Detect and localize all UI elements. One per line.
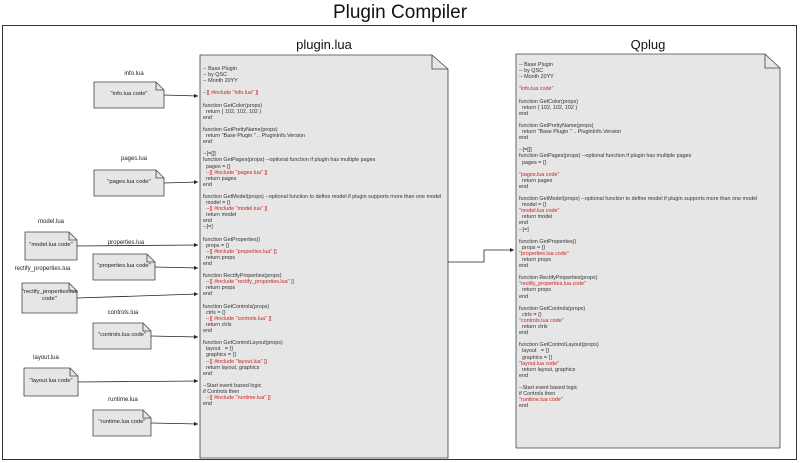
diagram-title: Plugin Compiler (332, 2, 468, 23)
controls-file-label: controls.lua (107, 310, 139, 316)
main-doc-line: --[[ #include "pages.lua" ]] (203, 169, 268, 176)
out-doc-line: if Controls then (519, 391, 556, 398)
main-doc-line: --[[ #include "properties.lua" ]] (203, 248, 277, 255)
qplug-title: Qplug (630, 37, 666, 52)
pages-file-code: "pages.lua code" (107, 179, 151, 185)
out-doc-line: layout = {} (519, 348, 550, 355)
plugin-lua-title: plugin.lua (296, 37, 352, 52)
info-file-label: info.lua (124, 71, 144, 77)
main-doc-line: -- by QSC (203, 72, 227, 79)
out-doc-line: end (519, 110, 528, 117)
out-doc-line: function GetControlLayout(props) (519, 342, 599, 349)
main-doc-line: function RectifyProperties(props) (203, 273, 282, 280)
main-doc-line: --[=[]] (203, 151, 216, 158)
out-doc-line: return "Base Plugin " .. PluginInfo.Version (519, 129, 622, 136)
out-doc-line: end (519, 220, 528, 227)
out-doc-line: --[=[]] (519, 147, 532, 154)
out-doc-line: "info.lua code" (519, 86, 554, 93)
out-doc-line: -- by QSC (519, 68, 543, 75)
out-doc-line: function RectifyProperties(props) (519, 275, 598, 282)
out-doc-line: return { 102, 102, 102 } (519, 104, 578, 111)
qplug-code (519, 62, 757, 409)
main-doc-line: return props (203, 285, 236, 292)
main-doc-line: end (203, 261, 212, 267)
out-doc-line: end (519, 135, 528, 142)
out-doc-line: return ctrls (519, 324, 548, 331)
out-doc-line: -- Month 20YY (519, 74, 554, 81)
out-doc-line: return props (519, 287, 552, 294)
info-wire (164, 95, 198, 96)
out-doc-line: end (519, 330, 528, 337)
out-doc-line: "layout.lua code" (519, 360, 560, 367)
main-doc-line: pages = {} (203, 163, 231, 170)
out-doc-line: return props (519, 257, 552, 263)
out-doc-line: "properties.lua code" (519, 250, 569, 257)
main-doc-line: function GetPages(props) --optional function if plugin has multiple pages (203, 157, 376, 164)
main-doc-line: end (203, 181, 212, 188)
main-doc-line: end (203, 401, 212, 408)
out-doc-line: --Start event based logic (519, 384, 578, 391)
out-doc-line: ctrls = {} (519, 311, 542, 318)
main-doc-line: end (203, 370, 212, 377)
out-doc-line: function GetControls(props) (519, 305, 586, 312)
layout-wire (78, 381, 198, 382)
main-doc-line: return { 102, 102, 102 } (203, 108, 262, 115)
main-doc-line: --Start event based logic (203, 382, 262, 389)
main-doc-line: model = {} (203, 200, 231, 207)
model-file-label: model.lua (37, 219, 64, 225)
main-doc-line: return layout, graphics (203, 364, 260, 371)
controls-wire (151, 336, 198, 337)
main-doc-line: ctrls = {} (203, 309, 226, 316)
out-doc-line: --]=] (519, 226, 529, 233)
out-doc-line: "controls.lua code" (519, 317, 564, 324)
main-doc-line: props = {} (203, 242, 230, 249)
main-doc-line: return model (203, 212, 237, 219)
properties-wire (155, 267, 198, 268)
main-doc-line: end (203, 328, 212, 335)
main-doc-line: --[[ #include "controls.lua" ]] (203, 315, 272, 322)
layout-file-label: layout.lua (33, 355, 59, 361)
main-doc-line: --[[ #include "rectify_properties.lua" ]] (203, 279, 295, 286)
out-doc-line: function GetProperties() (519, 238, 577, 245)
main-doc-line: return props (203, 254, 236, 261)
out-doc-line: end (519, 263, 528, 270)
pages-wire (164, 182, 198, 183)
compile-arrow (448, 250, 514, 262)
runtime-file-code: "runtime.lua code" (98, 419, 146, 425)
main-doc-line: function GetPrettyName(props) (203, 126, 278, 133)
main-doc-line: return pages (203, 175, 237, 182)
controls-file-code: "controls.lua code" (98, 332, 146, 338)
info-file-code: "info.lua code" (110, 91, 148, 97)
out-doc-line: "model.lua code" (519, 208, 560, 215)
main-doc-line: --[[ #include "layout.lua" ]] (203, 358, 268, 365)
out-doc-line: graphics = {} (519, 354, 553, 361)
main-doc-line: --]=] (203, 224, 213, 231)
out-doc-line: function GetColor(props) (519, 98, 579, 105)
out-doc-line: props = {} (519, 244, 546, 251)
main-doc-line: if Controls then (203, 388, 240, 395)
out-doc-line: end (519, 293, 528, 300)
main-doc-line: graphics = {} (203, 352, 237, 359)
main-doc-line: --[[ #include "runtime.lua" ]] (203, 395, 271, 402)
main-doc-line: function GetProperties() (203, 236, 261, 243)
pages-file-label: pages.lua (120, 156, 148, 162)
main-doc-line: layout = {} (203, 346, 234, 353)
main-doc-line: return ctrls (203, 321, 232, 328)
out-doc-line: -- Base Plugin (519, 62, 553, 68)
main-doc-line: function GetControlLayout(props) (203, 340, 283, 347)
out-doc-line: model = {} (519, 202, 547, 209)
runtime-wire (151, 423, 198, 424)
main-doc-line: --[[ #include "info.lua" ]] (203, 90, 259, 97)
main-doc-line: -- Base Plugin (203, 66, 237, 72)
runtime-file-label: runtime.lua (108, 397, 138, 403)
main-doc-line: function GetModel(props) --optional function to define model if plugin supports more than one model (203, 193, 442, 200)
out-doc-line: "pages.lua code" (519, 171, 560, 178)
out-doc-line: function GetModel(props) --optional function to define model if plugin supports more than one model (519, 196, 758, 203)
layout-file-code: "layout.lua code" (29, 378, 73, 384)
rectify-file-code: "rectify_properties.lua code" (22, 289, 78, 302)
main-doc-line: end (203, 139, 212, 146)
main-doc-line: end (203, 291, 212, 298)
rectify-file-label: rectify_properties.lua (14, 266, 71, 272)
out-doc-line: function GetPages(props) --optional function if plugin has multiple pages (519, 153, 692, 160)
out-doc-line: end (519, 372, 528, 379)
properties-file-code: "properties.lua code" (97, 263, 151, 269)
out-doc-line: end (519, 183, 528, 190)
main-doc-line: end (203, 114, 212, 121)
plugin-lua-code (203, 66, 441, 407)
out-doc-line: pages = {} (519, 159, 547, 166)
main-doc-line: function GetColor(props) (203, 102, 263, 109)
rectify-wire (77, 294, 198, 298)
main-doc-line: --[[ #include "model.lua" ]] (203, 206, 268, 213)
out-doc-line: end (519, 403, 528, 410)
out-doc-line: return pages (519, 177, 553, 184)
model-file-code: "model.lua code" (29, 242, 73, 248)
out-doc-line: return model (519, 214, 553, 221)
main-doc-line: function GetControls(props) (203, 303, 270, 310)
out-doc-line: "rectify_properties.lua code" (519, 281, 587, 288)
out-doc-line: return layout, graphics (519, 366, 576, 373)
out-doc-line: "runtime.lua code" (519, 397, 563, 404)
properties-file-label: properties.lua (107, 240, 145, 246)
out-doc-line: function GetPrettyName(props) (519, 122, 594, 129)
main-doc-line: -- Month 20YY (203, 78, 238, 85)
main-doc-line: end (203, 218, 212, 225)
main-doc-line: return "Base Plugin " .. PluginInfo.Version (203, 133, 306, 140)
